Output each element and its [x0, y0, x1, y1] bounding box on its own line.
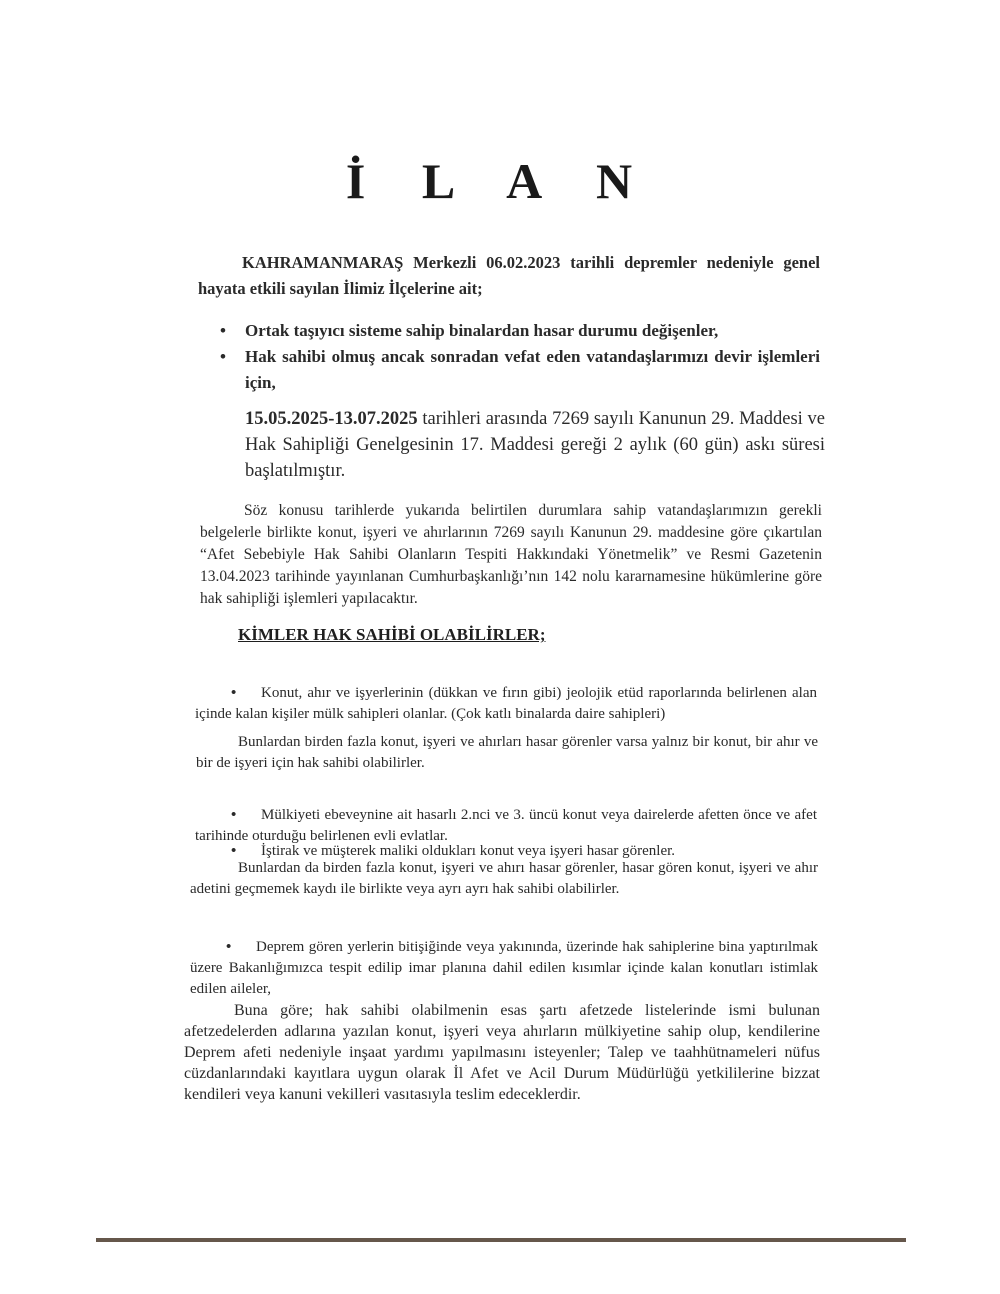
- bullet-icon: •: [231, 807, 237, 823]
- paragraph-conclusion: Buna göre; hak sahibi olabilmenin esas şartı afetzede listelerinde ismi bulunan afetzedelerden adlarına yazılan konut, işyeri veya ahırların mülkiyetine sahip olup, kendilerine Deprem afeti nedeniyle inşaat yardımı yapılmasını isteyenler; Talep ve taahhütnameleri nüfus cüzdanlarındaki kayıtlara uygun olarak İl Afet ve Acil Durum Müdürlüğü yetkililerine bizzat kendileri veya kanuni vekilleri vasıtasıyla teslim edeceklerdir.: [184, 1002, 820, 1103]
- paragraph-shared: Bunlardan da birden fazla konut, işyeri ve ahırı hasar görenler, hasar gören konut, işyeri ve ahır adetini geçmemek kaydı ile birlikte veya ayrı ayrı hak sahibi olabilirler.: [190, 860, 818, 897]
- bullet-icon: •: [231, 843, 237, 859]
- bullet-text: Konut, ahır ve işyerlerinin (dükkan ve fırın gibi) jeolojik etüd raporlarında belirlenen alan içinde kalan kişiler mülk sahipleri olanlar. (Çok katlı binalarda daire sahipleri): [195, 685, 817, 722]
- section-heading: KİMLER HAK SAHİBİ OLABİLİRLER;: [238, 625, 546, 644]
- list-item: [200, 318, 820, 344]
- list-item-text: Ortak taşıyıcı sisteme sahip binalardan hasar durumu değişenler,: [245, 321, 719, 340]
- page-edge-line: [96, 1238, 906, 1242]
- bullet-text: Mülkiyeti ebeveynine ait hasarlı 2.nci ve 3. üncü konut veya dairelerde afetten önce ve afet tarihinde oturduğu belirlenen evli evlatlar.: [195, 807, 817, 844]
- eligibility-bullet: [195, 683, 817, 725]
- bullet-icon: •: [220, 347, 226, 366]
- bullet-text: Deprem gören yerlerin bitişiğinde veya yakınında, üzerinde hak sahiplerine bina yaptırılmak üzere Bakanlığımızca tespit edilip imar planına dahil edilen kısımlar içinde kalan konutları istimlak edilen aileler,: [190, 939, 818, 997]
- eligibility-bullet: [190, 937, 818, 1000]
- bullet-icon: •: [226, 939, 232, 955]
- intro-paragraph: KAHRAMANMARAŞ Merkezli 06.02.2023 tarihli depremler nedeniyle genel hayata etkili sayılan İlimiz İlçelerine ait;: [198, 253, 820, 298]
- case-list: [200, 318, 820, 396]
- paragraph-multiple: Bunlardan birden fazla konut, işyeri ve ahırları hasar görenler varsa yalnız bir konut, bir ahır ve bir de işyeri için hak sahibi olabilirler.: [196, 734, 818, 771]
- list-item: [200, 344, 820, 396]
- paragraph-procedure: Söz konusu tarihlerde yukarıda belirtilen durumlara sahip vatandaşlarımızın gerekli belgelerle birlikte konut, işyeri ve ahırlarının 7269 sayılı Kanunun 29. maddesine göre çıkartılan “Afet Sebebiyle Hak Sahibi Olanların Tespiti Hakkındaki Yönetmelik” ve Resmi Gazetenin 13.04.2023 tarihinde yayınlanan Cumhurbaşkanlığı’nın 142 nolu kararnamesine hükümlerine göre hak sahipliği işlemleri yapılacaktır.: [200, 502, 822, 607]
- bullet-text: İştirak ve müşterek maliki oldukları konut veya işyeri hasar görenler.: [261, 843, 676, 859]
- date-range: 15.05.2025-13.07.2025: [245, 409, 418, 429]
- document-title: İ L A N: [345, 153, 655, 209]
- period-text: tarihleri arasında 7269 sayılı Kanunun 29. Maddesi ve Hak Sahipliği Genelgesinin 17. Maddesi gereği 2 aylık (60 gün) askı süresi başlatılmıştır.: [245, 409, 825, 481]
- bullet-icon: •: [231, 685, 237, 701]
- period-paragraph: [245, 406, 825, 484]
- list-item-text: Hak sahibi olmuş ancak sonradan vefat eden vatandaşlarımızı devir işlemleri için,: [245, 347, 820, 392]
- bullet-icon: •: [220, 321, 226, 340]
